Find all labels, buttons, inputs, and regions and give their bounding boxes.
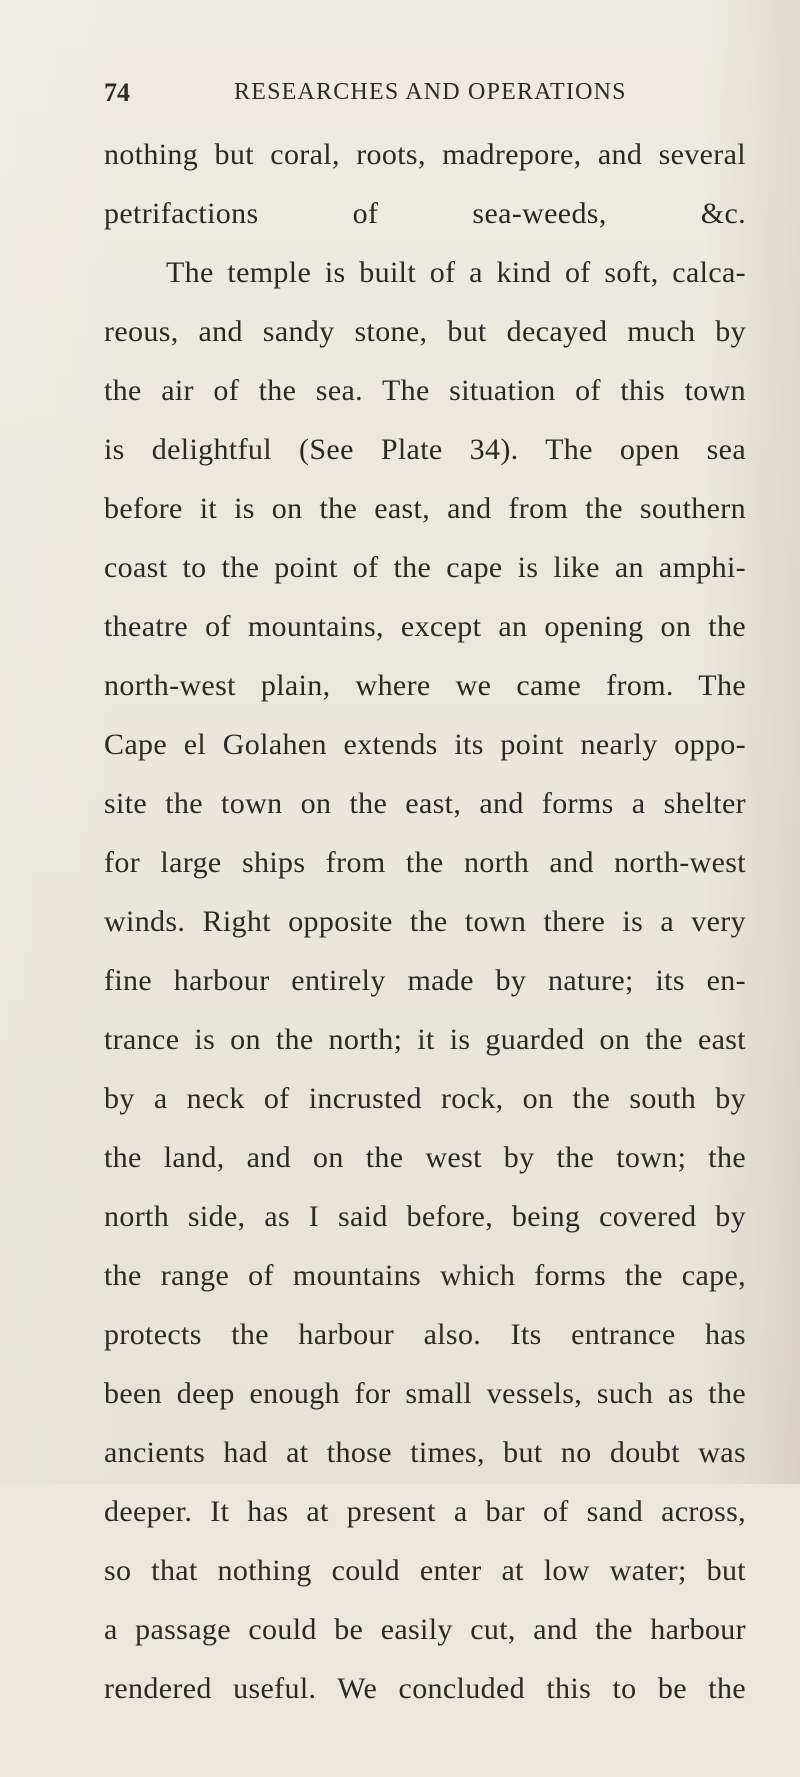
text-line-7: before it is on the east, and from the southern: [104, 492, 746, 525]
text-line-5: the air of the sea. The situation of this town: [104, 374, 746, 407]
text-line-19: north side, as I said before, being covered by: [104, 1200, 746, 1233]
text-line-13: for large ships from the north and north-west: [104, 846, 746, 879]
text-line-12: site the town on the east, and forms a shelter: [104, 787, 746, 820]
page-number: 74: [104, 78, 130, 107]
text-line-9: theatre of mountains, except an opening on the: [104, 610, 746, 643]
body-text: [104, 125, 746, 1718]
text-line-18: the land, and on the west by the town; the: [104, 1141, 746, 1174]
text-line-27: rendered useful. We concluded this to be the: [104, 1672, 746, 1705]
running-header: [104, 78, 764, 108]
running-title: RESEARCHES AND OPERATIONS: [234, 79, 627, 105]
text-line-21: protects the harbour also. Its entrance has: [104, 1318, 746, 1351]
text-line-23: ancients had at those times, but no doubt was: [104, 1436, 746, 1469]
text-line-11: Cape el Golahen extends its point nearly oppo-: [104, 728, 746, 761]
text-line-6: is delightful (See Plate 34). The open sea: [104, 433, 746, 466]
text-line-2: petrifactions of sea-weeds, &c.: [104, 197, 746, 230]
text-line-20: the range of mountains which forms the cape,: [104, 1259, 746, 1292]
text-line-25: so that nothing could enter at low water; but: [104, 1554, 746, 1587]
text-line-1: nothing but coral, roots, madrepore, and several: [104, 138, 746, 171]
text-line-22: been deep enough for small vessels, such as the: [104, 1377, 746, 1410]
text-line-10: north-west plain, where we came from. The: [104, 669, 746, 702]
text-line-8: coast to the point of the cape is like an amphi-: [104, 551, 746, 584]
text-line-15: fine harbour entirely made by nature; its en-: [104, 964, 746, 997]
text-line-16: trance is on the north; it is guarded on the east: [104, 1023, 746, 1056]
text-line-24: deeper. It has at present a bar of sand across,: [104, 1495, 746, 1528]
text-line-26: a passage could be easily cut, and the harbour: [104, 1613, 746, 1646]
text-line-3: The temple is built of a kind of soft, calca-: [166, 256, 746, 289]
text-line-17: by a neck of incrusted rock, on the south by: [104, 1082, 746, 1115]
text-line-4: reous, and sandy stone, but decayed much by: [104, 315, 746, 348]
text-line-14: winds. Right opposite the town there is a very: [104, 905, 746, 938]
